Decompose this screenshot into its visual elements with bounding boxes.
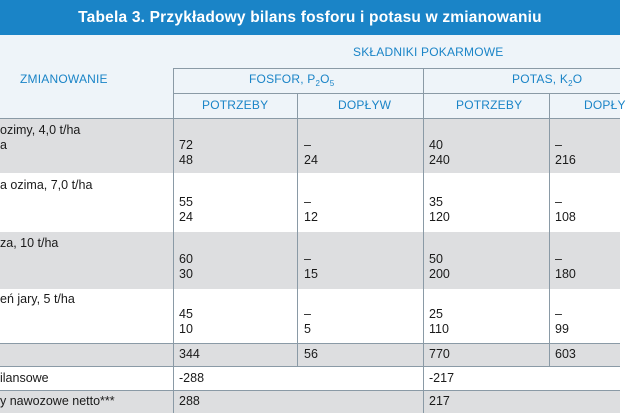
header-divider-top [173, 68, 620, 69]
row-1-k-needs-2: 240 [429, 153, 450, 167]
totals-k-needs: 770 [429, 347, 450, 361]
col-divider-2 [297, 93, 298, 366]
row-3-label: za, 10 t/ha [0, 236, 59, 250]
row-1-k-needs-1: 40 [429, 138, 443, 152]
row-4-k-needs-2: 110 [429, 322, 449, 336]
balance-divider [0, 390, 620, 391]
row-2-p-inflow-1: – [304, 195, 311, 209]
row-1-p-inflow-2: 24 [304, 153, 318, 167]
row-1-label: ozimy, 4,0 t/ha [0, 123, 81, 137]
header-divider-mid [173, 93, 620, 94]
header-divider-bottom [0, 118, 620, 119]
row-1-p-needs-2: 48 [179, 153, 193, 167]
net-p: 288 [179, 394, 200, 408]
row-4-k-inflow-2: 99 [555, 322, 569, 336]
header-phosphorus: FOSFOR, $P_2O_5$ [249, 72, 335, 88]
header-rotation: ZMIANOWANIE [20, 72, 108, 86]
row-4-k-inflow-1: – [555, 307, 562, 321]
row-1-sublabel: a [0, 138, 7, 152]
row-4-p-inflow-1: – [304, 307, 311, 321]
row-3-k-inflow-1: – [555, 252, 562, 266]
row-3-k-needs-2: 200 [429, 267, 450, 281]
row-1-k-inflow-1: – [555, 138, 562, 152]
header-nutrients: SKŁADNIKI POKARMOWE [353, 45, 504, 59]
row-4-p-inflow-2: 5 [304, 322, 311, 336]
row-4-p-needs-2: 10 [179, 322, 193, 336]
row-2-k-inflow-1: – [555, 195, 562, 209]
row-2-p-inflow-2: 12 [304, 210, 318, 224]
totals-k-inflow: 603 [555, 347, 576, 361]
row-1-k-inflow-2: 216 [555, 153, 576, 167]
row-4-label: eń jary, 5 t/ha [0, 292, 75, 306]
net-k: 217 [429, 394, 450, 408]
col-divider-1 [173, 68, 174, 413]
net-label: y nawozowe netto*** [0, 394, 115, 408]
body-divider [0, 343, 620, 344]
totals-p-needs: 344 [179, 347, 200, 361]
row-3-p-inflow-2: 15 [304, 267, 318, 281]
header-p-inflow: DOPŁYW [338, 98, 392, 112]
header-potassium: POTAS, $K_2O$ [512, 72, 583, 88]
totals-divider [0, 366, 620, 367]
header-k-inflow: DOPŁY [584, 98, 626, 112]
table-title: Tabela 3. Przykładowy bilans fosforu i potasu w zmianowaniu [0, 0, 620, 35]
totals-p-inflow: 56 [304, 347, 318, 361]
balance-band [0, 366, 620, 390]
col-divider-4 [549, 93, 550, 366]
row-2-p-needs-1: 55 [179, 195, 193, 209]
row-3-k-inflow-2: 180 [555, 267, 576, 281]
row-3-p-inflow-1: – [304, 252, 311, 266]
row-4-p-needs-1: 45 [179, 307, 193, 321]
balance-k: -217 [429, 371, 455, 385]
row-2-k-needs-1: 35 [429, 195, 443, 209]
row-2-label: a ozima, 7,0 t/ha [0, 178, 93, 192]
balance-label: ilansowe [0, 371, 49, 385]
row-4-k-needs-1: 25 [429, 307, 443, 321]
row-3-k-needs-1: 50 [429, 252, 443, 266]
header-p-needs: POTRZEBY [202, 98, 269, 112]
col-divider-3 [423, 68, 424, 413]
balance-p: -288 [179, 371, 205, 385]
row-1-p-needs-1: 72 [179, 138, 193, 152]
row-2-p-needs-2: 24 [179, 210, 193, 224]
row-1-p-inflow-1: – [304, 138, 311, 152]
row-3-p-needs-2: 30 [179, 267, 193, 281]
header-k-needs: POTRZEBY [456, 98, 523, 112]
row-2-k-inflow-2: 108 [555, 210, 576, 224]
row-2-k-needs-2: 120 [429, 210, 450, 224]
row-3-p-needs-1: 60 [179, 252, 193, 266]
